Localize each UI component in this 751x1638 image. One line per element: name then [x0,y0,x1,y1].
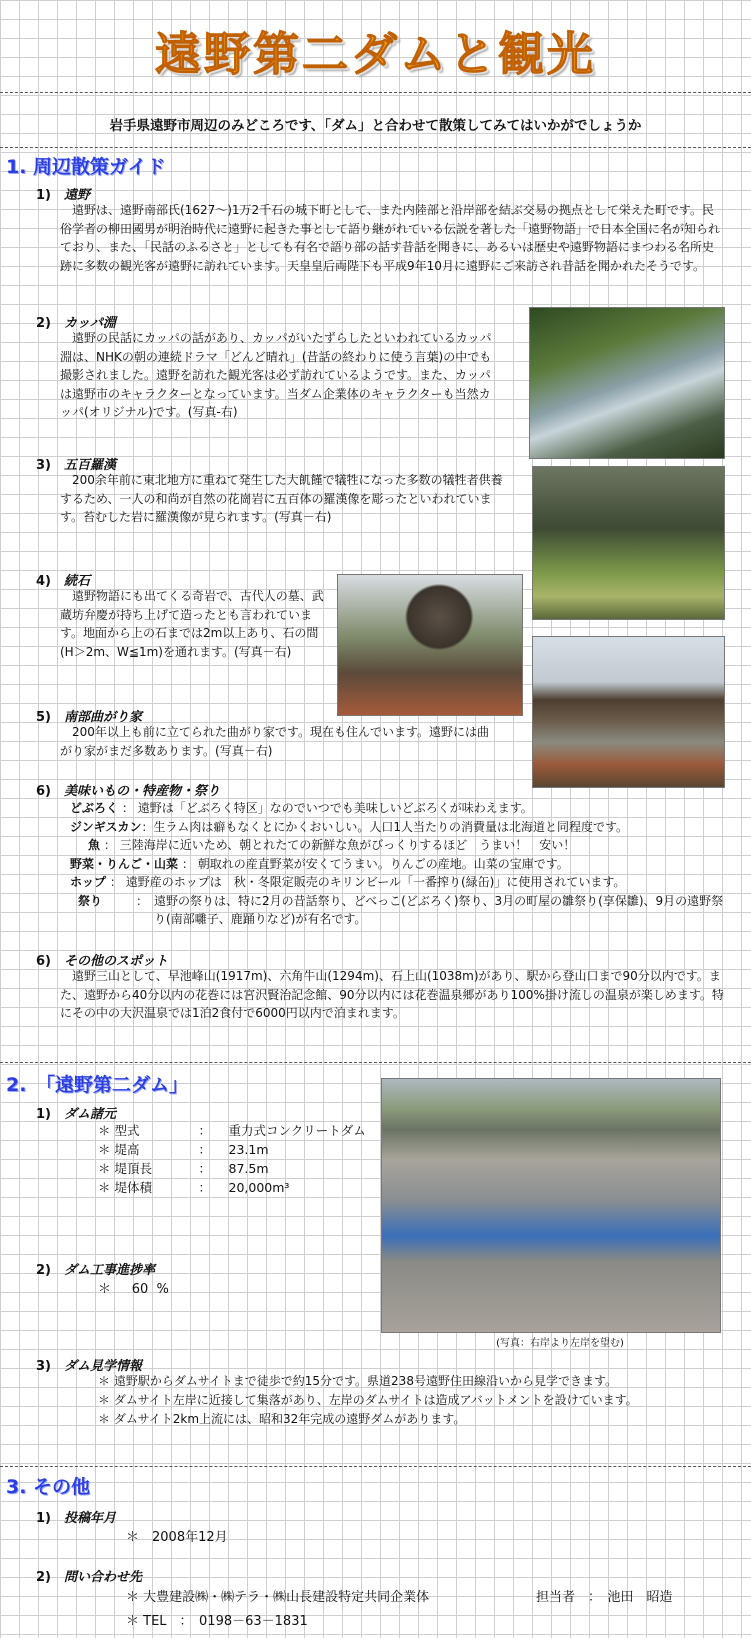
list-item: 野菜・りんご・山菜 ： 朝取れの産直野菜が安くてうまい。りんごの産地。山菜の宝庫です。 [70,856,569,871]
table-row: ＊ 堤高 ： 23.1m [98,1142,269,1157]
list-item: ホップ ： 遠野産のホップは 秋・冬限定販売のキリンビール「一番搾り(緑缶)」に使用されています。 [70,875,626,889]
table-row: ＊ 型式 ： 重力式コンクリートダム [98,1123,366,1138]
posted-date: ＊ 2008年12月 [126,1530,228,1545]
divider [0,92,751,93]
progress-value: ＊ 60 % [98,1282,169,1297]
subheading-tsuzukiishi: 4) 続石 [36,574,91,589]
subheading-visit: 3) ダム見学情報 [36,1359,143,1374]
list-item: ジンギスカン：生ラム肉は癖もなくとにかくおいしい。人口1人当たりの消費量は北海道と同程度です。 [70,819,629,834]
table-row: ＊ 堤頂長 ： 87.5m [98,1161,269,1176]
paragraph-magariya: 200年以上も前に立てられた曲がり家です。現在も住んでいます。遠野には曲がり家がまだ多数あります。(写真－右) [60,725,489,758]
contact-tel: ＊ TEL ： 0198－63－1831 [126,1614,308,1629]
subheading-magariya: 5) 南部曲がり家 [36,710,143,725]
subheading-spots: 6) その他のスポット [36,954,169,969]
subheading-tono: 1) 遠野 [36,188,91,203]
paragraph-gohyakurakan: 200余年前に東北地方に重ねて発生した大飢饉で犠牲になった多数の犠牲者供養するため、一人の和尚が自然の花崗岩に五百体の羅漢像を彫ったといわれています。苔むした岩に羅漢像が見られます。(写真－右) [60,473,503,524]
subheading-dam-specs: 1) ダム諸元 [36,1107,117,1122]
divider [0,1062,751,1063]
divider [0,1466,751,1467]
contact-person: 担当者 ： 池田 昭造 [536,1590,673,1605]
food-list [70,799,730,929]
photo-caption: (写真：右岸より左岸を望む) [496,1338,624,1349]
photo-dam-construction [381,1078,721,1333]
section-heading-guide: 1. 周辺散策ガイド [6,156,166,178]
dam-spec-table [98,1121,370,1197]
page-title: 遠野第二ダムと観光 [155,27,596,81]
photo-gohyakurakan [532,466,725,620]
section-heading-dam: 2. 「遠野第二ダム」 [6,1074,188,1096]
subheading-contact: 2) 問い合わせ先 [36,1570,143,1585]
subheading-progress: 2) ダム工事進捗率 [36,1263,156,1278]
subheading-food: 6) 美味いもの・特産物・祭り [36,784,221,799]
paragraph-tsuzukiishi: 遠野物語にも出てくる奇岩で、古代人の墓、武蔵坊弁慶が持ち上げて造ったとも言われています。地面から上の石までは2m以上あり、石の間(H＞2m、W≦1m)を通れます。(写真－右) [60,589,324,659]
table-row: ＊ 堤体積 ： 20,000m³ [98,1180,290,1195]
paragraph-tono: 遠野は、遠野南部氏(1627～)1万2千石の城下町として、また内陸部と沿岸部を結ぶ交易の拠点として栄えた町です。民俗学者の柳田國男が明治時代に遠野に起きた事として語り継がれている伝説を著した「遠野物語」で日本全国に名が知られており、また、「民話のふるさと」としても有名で語り部の話す昔話を聞きに、あるいは歴史や遠野物語にまつわる名所史跡に多数の観光客が遠野に訪れています。天皇皇后両陛下も平成9年10月に遠野にご来訪され昔話を聞かれたそうです。 [60,203,721,273]
intro-text: 岩手県遠野市周辺のみどころです、「ダム」と合わせて散策してみてはいかがでしょうか [109,118,642,134]
contact-company: ＊ 大豊建設㈱・㈱テラ・㈱山長建設特定共同企業体 [126,1590,430,1605]
list-item: ＊ ダムサイト左岸に近接して集落があり、左岸のダムサイトは造成アバットメントを設けています。 [98,1393,638,1407]
list-item: ＊ 遠野駅からダムサイトまで徒歩で約15分です。県道238号遠野住田線沿いから見学できます。 [98,1374,617,1388]
divider [0,147,751,148]
photo-tsuzukiishi [337,574,523,716]
photo-kappabuchi [529,307,725,459]
list-item: どぶろく ： 遠野は「どぶろく特区」なのでいつでも美味しいどぶろくが味わえます。 [70,801,533,815]
subheading-kappabuchi: 2) カッパ淵 [36,316,116,331]
subheading-gohyakurakan: 3) 五百羅漢 [36,458,117,473]
visit-list [98,1372,728,1429]
list-item: ＊ ダムサイト2km上流には、昭和32年完成の遠野ダムがあります。 [98,1412,466,1426]
subheading-posted: 1) 投稿年月 [36,1511,117,1526]
photo-magariya [532,636,725,788]
paragraph-kappabuchi: 遠野の民話にカッパの話があり、カッパがいたずらしたといわれているカッパ淵は、NHKの朝の連続ドラマ「どんど晴れ」(昔話の終わりに使う言葉)の中でも撮影されました。遠野を訪れた観光客は必ず訪れているようです。また、カッパは遠野市のキャラクターとなっています。当ダム企業体のキャラクターも当然カッパ(オリジナル)です。(写真-右) [60,331,492,419]
list-item: 魚 ： 三陸海岸に近いため、朝とれたての新鮮な魚がびっくりするほど うまい！ 安い！ [88,838,576,852]
section-heading-other: 3. その他 [6,1476,91,1498]
list-item: 祭り ： 遠野の祭りは、特に2月の昔話祭り、どべっこ(どぶろく)祭り、3月の町屋の雛祭り(享保雛)、9月の遠野祭り(南部囃子、鹿踊りなど)が有名です。 [78,893,724,926]
paragraph-spots: 遠野三山として、早池峰山(1917m)、六角牛山(1294m)、石上山(1038m)があり、駅から登山口まで90分以内です。また、遠野から40分以内の花巻には宮沢賢治記念館、90分以内には花巻温泉郷があり100%掛け流しの温泉が楽しめます。特にその中の大沢温泉では1泊2食付で6000円以内で泊まれます。 [60,969,724,1020]
